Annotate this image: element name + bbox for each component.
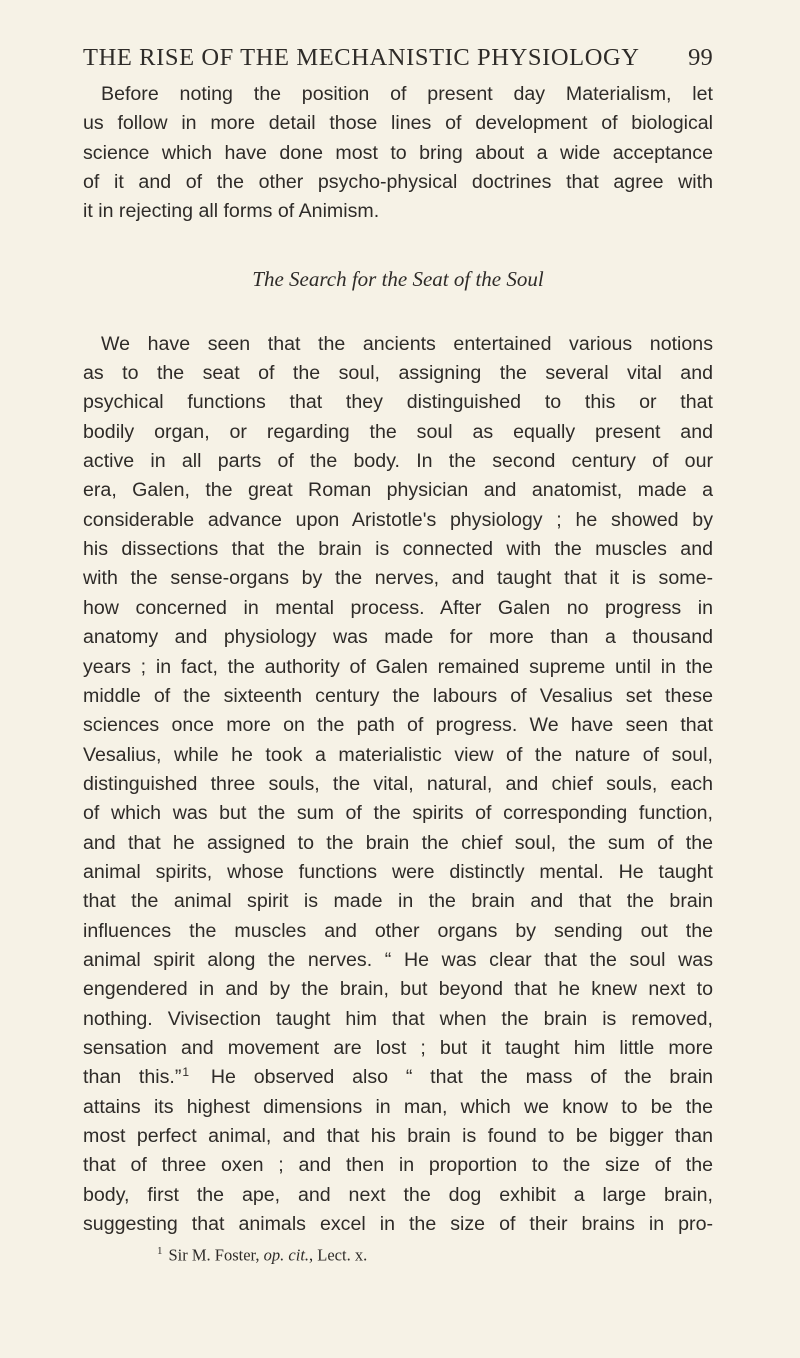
text-line: nothing. Vivisection taught him that when the brain is removed, [83,1007,713,1030]
footnote-mark: 1 [157,1245,163,1258]
page-number: 99 [688,44,713,71]
text-line: suggesting that animals excel in the size of their brains in pro- [83,1213,713,1236]
text-line: Vesalius, while he took a materialistic view of the nature of soul, [83,743,713,766]
text-line: era, Galen, the great Roman physician and anatomist, made a [83,479,713,502]
footnote-author: Sir M. Foster, [168,1245,260,1265]
text-line: his dissections that the brain is connected with the muscles and [83,538,713,561]
text-line: that the animal spirit is made in the brain and that the brain [83,890,713,913]
text-line: active in all parts of the body. In the second century of our [83,450,713,473]
text-line: influences the muscles and other organs by sending out the [83,919,713,942]
footnote [83,1245,713,1266]
text-line: that of three oxen ; and then in proportion to the size of the [83,1154,713,1177]
line-segment: He observed also “ that the mass of the brain [210,1066,713,1089]
text-line: psychical functions that they distinguished to this or that [83,391,713,414]
text-line: animal spirits, whose functions were distinctly mental. He taught [83,860,713,883]
text-line: of it and of the other psycho-physical doctrines that agree with [83,171,713,194]
chapter-title: THE RISE OF THE MECHANISTIC PHYSIOLOGY [83,44,640,71]
text-line: most perfect animal, and that his brain is found to be bigger than [83,1125,713,1147]
text-line: Before noting the position of present day Materialism, let [101,83,713,105]
text-line: considerable advance upon Aristotle's physiology ; he showed by [83,508,713,531]
book-page [83,44,713,1266]
text-line: sensation and movement are lost ; but it taught him little more [83,1036,713,1059]
line-segment: than this.” [83,1066,182,1089]
text-line: engendered in and by the brain, but beyond that he knew next to [83,978,713,1001]
text-line: attains its highest dimensions in man, which we know to be the [83,1095,713,1118]
section-heading: The Search for the Seat of the Soul [252,266,544,291]
intro-paragraph [83,80,713,227]
text-line: science which have done most to bring about a wide acceptance [83,141,713,164]
text-line-with-footnote-ref [83,1063,713,1092]
text-line: with the sense-organs by the nerves, and taught that it is some- [83,567,713,590]
footnote-lecture: , Lect. x. [309,1245,368,1265]
text-line: and that he assigned to the brain the chief soul, the sum of the [83,831,713,854]
text-line: distinguished three souls, the vital, natural, and chief souls, each [83,772,713,795]
running-header [83,44,713,72]
main-paragraph [83,330,713,1240]
text-line: middle of the sixteenth century the labours of Vesalius set these [83,684,713,707]
text-line: as to the seat of the soul, assigning the several vital and [83,362,713,385]
footnote-citation: op. cit. [263,1245,310,1265]
text-line: of which was but the sum of the spirits of corresponding function, [83,802,713,825]
text-line: bodily organ, or regarding the soul as equally present and [83,420,713,443]
footnote-reference[interactable]: 1 [182,1064,190,1079]
text-line: how concerned in mental process. After Galen no progress in [83,596,713,619]
text-line: anatomy and physiology was made for more than a thousand [83,626,713,649]
text-line: us follow in more detail those lines of development of biological [83,112,713,135]
text-line: animal spirit along the nerves. “ He was clear that the soul was [83,948,713,971]
text-line: it in rejecting all forms of Animism. [83,200,380,223]
text-line: body, first the ape, and next the dog exhibit a large brain, [83,1183,713,1206]
text-line: We have seen that the ancients entertained various notions [101,332,713,355]
text-line: sciences once more on the path of progress. We have seen that [83,714,713,737]
text-line: years ; in fact, the authority of Galen remained supreme until in the [83,655,713,678]
